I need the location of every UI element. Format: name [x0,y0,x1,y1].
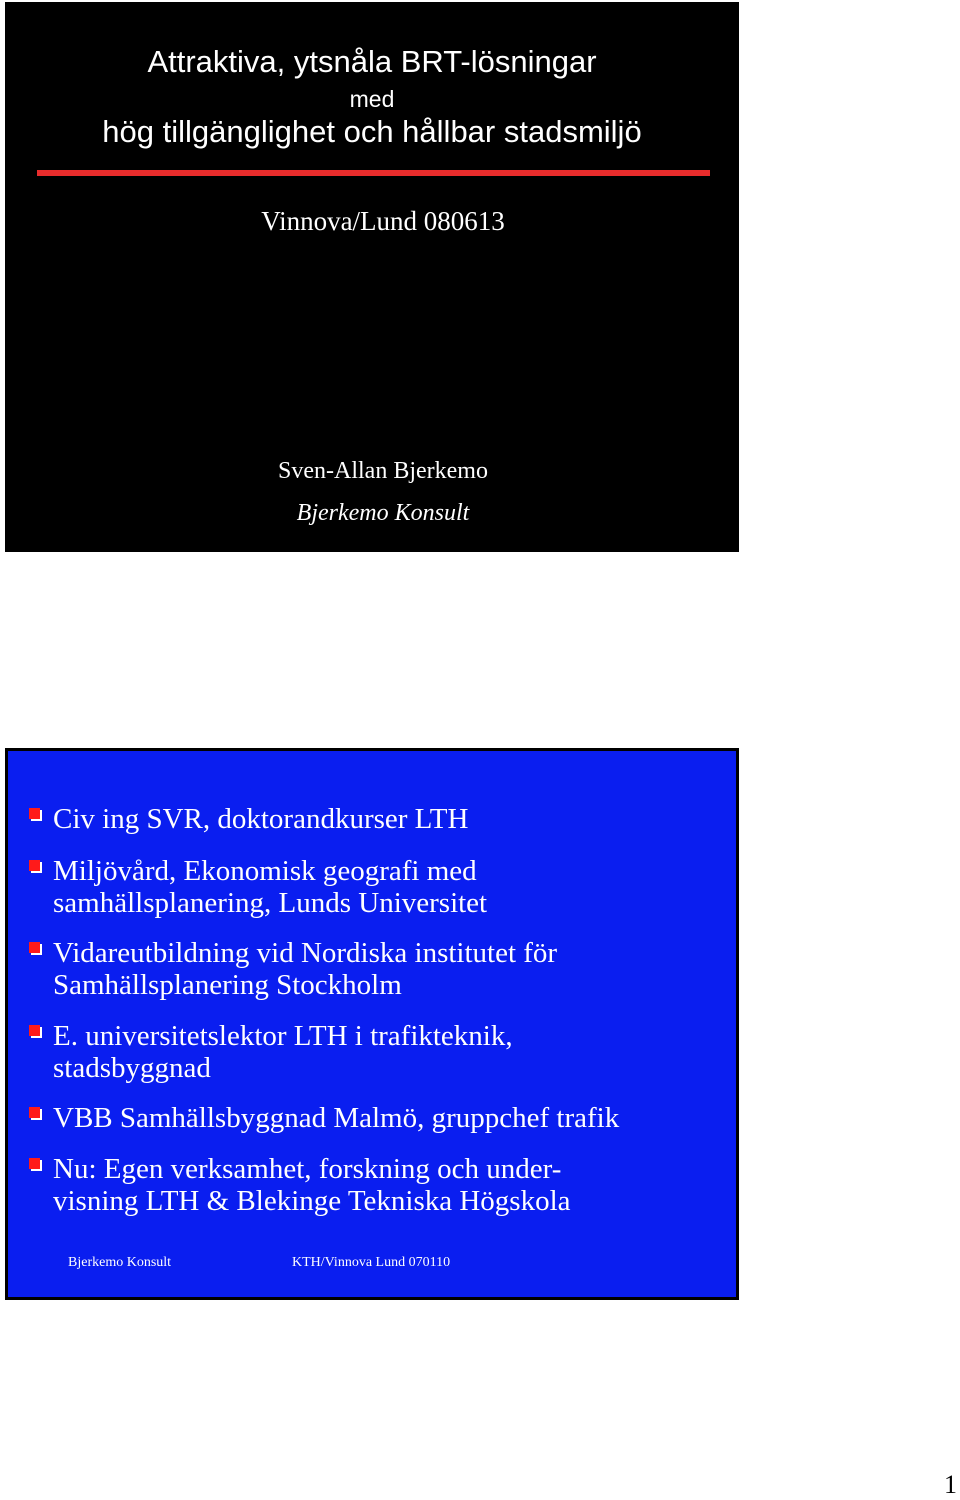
bullet-square-icon [29,1158,40,1169]
bullet-text: Nu: Egen verksamhet, forskning och under- [53,1153,562,1185]
bullet-item [53,855,487,919]
bullet-text: E. universitetslektor LTH i trafikteknik, [53,1020,513,1052]
bullet-square-icon [29,1107,40,1118]
bullet-text: Vidareutbildning vid Nordiska institutet för [53,937,558,969]
bullet-text: visning LTH & Blekinge Tekniska Högskola [53,1185,571,1217]
bullet-text: stadsbyggnad [53,1052,211,1084]
page-number: 1 [944,1470,957,1499]
bullet-text: samhällsplanering, Lunds Universitet [53,887,488,919]
author-name: Sven-Allan Bjerkemo [278,458,488,484]
bio-slide [5,748,739,1300]
slide-footer-left: Bjerkemo Konsult [68,1255,172,1270]
bullet-text: VBB Samhällsbyggnad Malmö, gruppchef trafik [53,1102,620,1134]
slide-title-line-2: med [349,86,395,112]
slide-footer-center: KTH/Vinnova Lund 070110 [292,1255,451,1270]
bullet-item [53,1153,571,1217]
slide-title-line-1: Attraktiva, ytsnåla BRT-lösningar [147,44,597,79]
bullet-item [53,1102,619,1134]
bullet-text: Civ ing SVR, doktorandkurser LTH [53,803,469,835]
event-date: Vinnova/Lund 080613 [261,206,505,236]
bullet-square-icon [29,1025,40,1036]
bullet-item [53,937,557,1001]
bullet-item [53,1020,513,1084]
title-divider [37,170,710,176]
company-name: Bjerkemo Konsult [296,500,470,526]
title-slide [5,2,739,552]
bullet-item [53,803,468,835]
bullet-square-icon [29,860,40,871]
slide-title-line-3: hög tillgänglighet och hållbar stadsmiljö [102,114,642,149]
bullet-square-icon [29,808,40,819]
bullet-text: Miljövård, Ekonomisk geografi med [53,855,477,887]
bullet-text: Samhällsplanering Stockholm [53,969,402,1001]
bullet-square-icon [29,942,40,953]
